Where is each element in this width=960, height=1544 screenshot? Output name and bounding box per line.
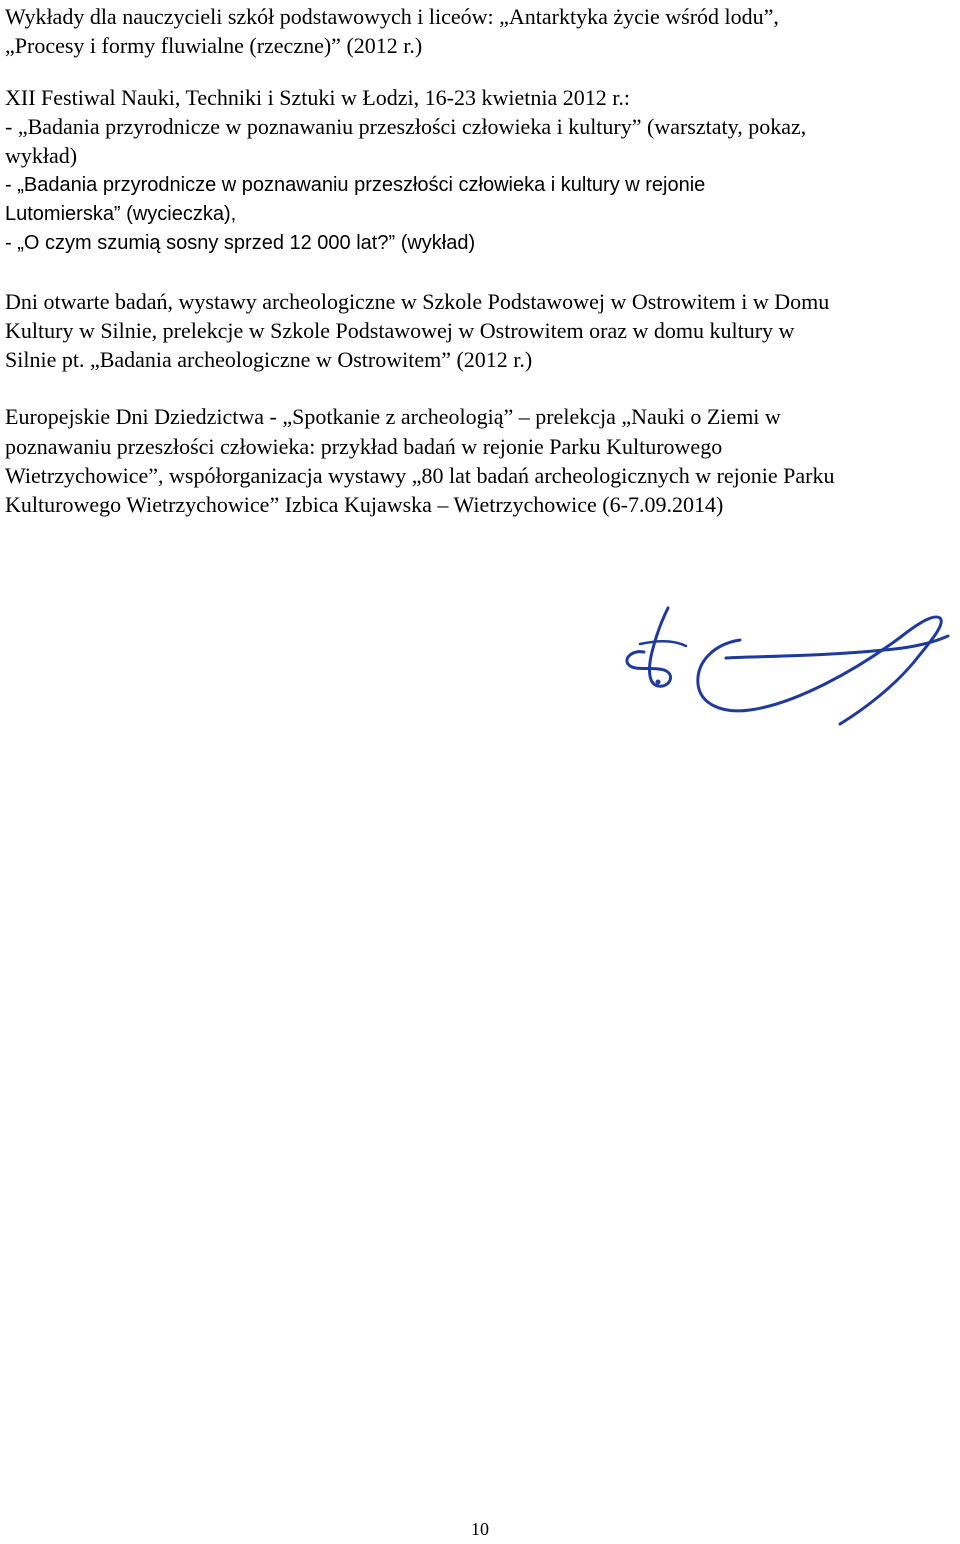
text-line: Silnie pt. „Badania archeologiczne w Ostrowitem” (2012 r.) (5, 347, 533, 372)
text-line: „Procesy i formy fluwialne (rzeczne)” (2012 r.) (5, 33, 423, 58)
text-line: Europejskie Dni Dziedzictwa - „Spotkanie z archeologią” – prelekcja „Nauki o Ziemi w (5, 404, 781, 429)
text-line: wykład) (5, 143, 78, 168)
text-line: Lutomierska” (wycieczka), (5, 203, 237, 225)
text-line: - „Badania przyrodnicze w poznawaniu przeszłości człowieka i kultury w rejonie (5, 174, 706, 196)
text-line: Dni otwarte badań, wystawy archeologiczne w Szkole Podstawowej w Ostrowitem i w Domu (5, 289, 830, 314)
text-line: Wietrzychowice”, współorganizacja wystawy „80 lat badań archeologicznych w rejonie Parku (5, 463, 835, 488)
text-line: poznawaniu przeszłości człowieka: przykład badań w rejonie Parku Kulturowego (5, 434, 723, 459)
text-line: Kultury w Silnie, prelekcje w Szkole Podstawowej w Ostrowitem oraz w domu kultury w (5, 318, 795, 343)
text-line: Kulturowego Wietrzychowice” Izbica Kujawska – Wietrzychowice (6-7.09.2014) (5, 492, 724, 517)
text-line: Wykłady dla nauczycieli szkół podstawowych i liceów: „Antarktyka życie wśród lodu”, (5, 4, 779, 29)
text-line: XII Festiwal Nauki, Techniki i Sztuki w Łodzi, 16-23 kwietnia 2012 r.: (5, 85, 630, 110)
page-number: 10 (471, 1519, 489, 1539)
text-line: - „Badania przyrodnicze w poznawaniu przeszłości człowieka i kultury” (warsztaty, pokaz, (5, 114, 807, 139)
handwritten-signature (618, 600, 958, 735)
text-line: - „O czym szumią sosny sprzed 12 000 lat?” (wykład) (5, 232, 476, 254)
